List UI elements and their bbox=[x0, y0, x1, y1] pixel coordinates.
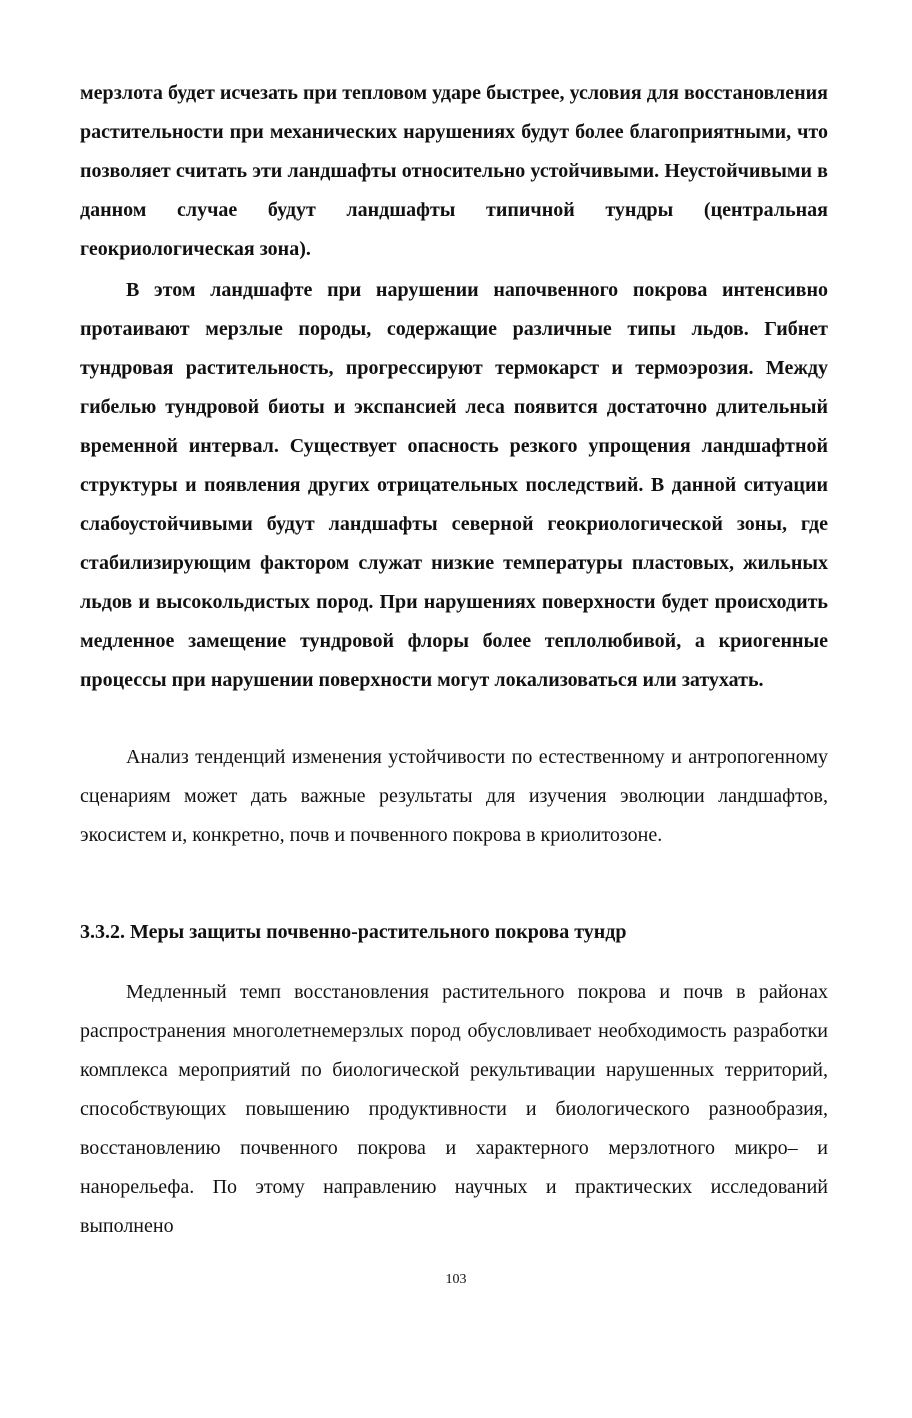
paragraph-2: В этом ландшафте при нарушении напочвенного покрова интенсивно протаивают мерзлые породы, содержащие различные типы льдов. Гибнет тундровая растительность, прогрессируют термокарст и термоэрозия. Между гибелью тундровой биоты и экспансией леса появится достаточно длительный временной интервал. Существует опасность резкого упрощения ландшафтной структуры и появления других отрицательных последствий. В данной ситуации слабоустойчивыми будут ландшафты северной геокриологической зоны, где стабилизирующим фактором служат низкие температуры пластовых, жильных льдов и высокольдистых пород. При нарушениях поверхности будет происходить медленное замещение тундровой флоры более теплолюбивой, а криогенные процессы при нарушении поверхности могут локализоваться или затухать. bbox=[80, 279, 828, 691]
paragraph-1: мерзлота будет исчезать при тепловом ударе быстрее, условия для восстановления растительности при механических нарушениях будут более благоприятными, что позволяет считать эти ландшафты относительно устойчивыми. Неустойчивыми в данном случае будут ландшафты типичной тундры (центральная геокриологическая зона). bbox=[80, 82, 828, 260]
paragraph-3: Анализ тенденций изменения устойчивости по естественному и антропогенному сценариям может дать важные результаты для изучения эволюции ландшафтов, экосистем и, конкретно, почв и почвенного покрова в криолитозоне. bbox=[80, 746, 828, 846]
page-number: 103 bbox=[445, 1272, 467, 1287]
section-heading: 3.3.2. Меры защиты почвенно-растительного покрова тундр bbox=[80, 921, 627, 943]
paragraph-4: Медленный темп восстановления растительного покрова и почв в районах распространения многолетнемерзлых пород обусловливает необходимость разработки комплекса мероприятий по биологической рекультивации нарушенных территорий, способствующих повышению продуктивности и биологического разнообразия, восстановлению почвенного покрова и характерного мерзлотного микро– и нанорельефа. По этому направлению научных и практических исследований выполнено bbox=[80, 981, 828, 1237]
